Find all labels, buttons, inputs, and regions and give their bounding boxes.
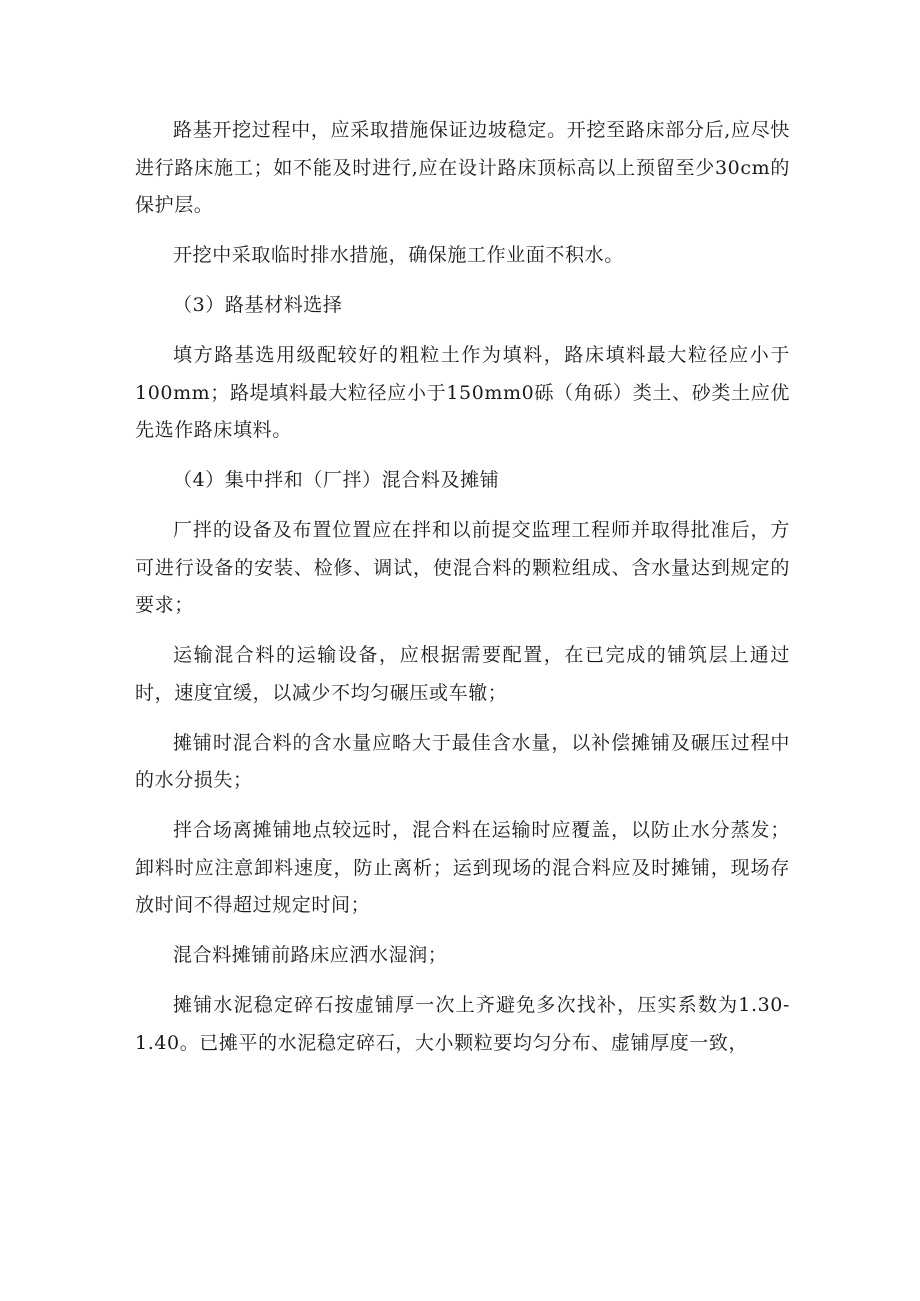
paragraph-transport: 运输混合料的运输设备，应根据需要配置，在已完成的铺筑层上通过时，速度宜缓，以减少不均匀碾压或车辙；	[135, 644, 790, 704]
paragraph-covering: 拌合场离摊铺地点较远时，混合料在运输时应覆盖，以防止水分蒸发；卸料时应注意卸料速度，防止离析；运到现场的混合料应及时摊铺，现场存放时间不得超过规定时间；	[135, 819, 790, 916]
paragraph-fill-material: 填方路基选用级配较好的粗粒土作为填料，路床填料最大粒径应小于100mm；路堤填料最大粒径应小于150mm0砾（角砾）类土、砂类土应优先选作路床填料。	[135, 344, 790, 441]
paragraph-spreading: 摊铺水泥稳定碎石按虚铺厚一次上齐避免多次找补，压实系数为1.30-1.40。已摊平的水泥稳定碎石，大小颗粒要均匀分布、虚铺厚度一致，	[135, 994, 790, 1054]
paragraph-drainage: 开挖中采取临时排水措施，确保施工作业面不积水。	[173, 244, 624, 266]
heading-material-selection: （3）路基材料选择	[173, 294, 343, 316]
paragraph-plant-equipment: 厂拌的设备及布置位置应在拌和以前提交监理工程师并取得批准后，方可进行设备的安装、检修、调试，使混合料的颗粒组成、含水量达到规定的要求；	[135, 519, 790, 616]
document-body	[135, 112, 790, 1075]
paragraph-wetting: 混合料摊铺前路床应洒水湿润；	[173, 944, 448, 966]
heading-plant-mixing: （4）集中拌和（厂拌）混合料及摊铺	[173, 469, 500, 491]
paragraph-moisture: 摊铺时混合料的含水量应略大于最佳含水量，以补偿摊铺及碾压过程中的水分损失；	[135, 731, 790, 791]
paragraph-slope-stability: 路基开挖过程中，应采取措施保证边坡稳定。开挖至路床部分后,应尽快进行路床施工；如不能及时进行,应在设计路床顶标高以上预留至少30cm的保护层。	[135, 119, 790, 216]
